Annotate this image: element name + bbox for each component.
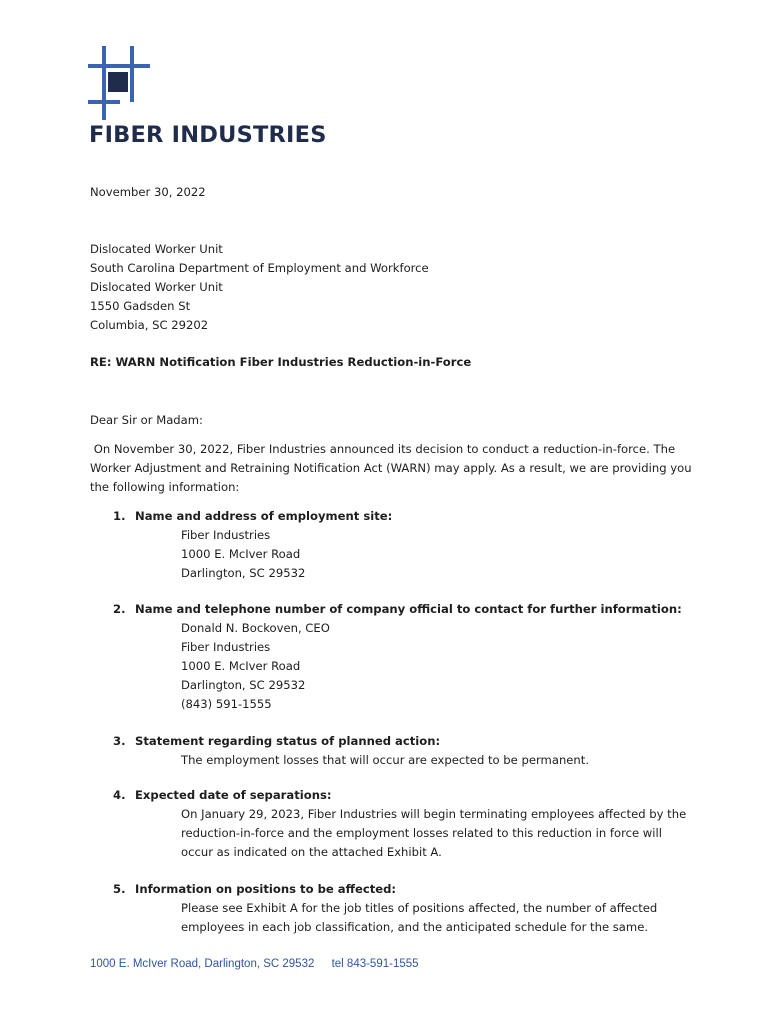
item-number: 1. [113, 509, 126, 523]
intro-line: the following information: [90, 480, 240, 494]
page-footer [90, 958, 419, 970]
footer-phone: tel 843-591-1555 [331, 958, 419, 970]
item-body [181, 526, 305, 583]
item-number: 4. [113, 788, 126, 802]
item-heading: Statement regarding status of planned action: [135, 734, 441, 748]
recipient-line: South Carolina Department of Employment and Workforce [90, 261, 429, 275]
item-line: 1000 E. McIver Road [181, 659, 301, 673]
item-line: Fiber Industries [181, 640, 271, 654]
subject-line: RE: WARN Notification Fiber Industries Reduction-in-Force [90, 355, 472, 369]
recipient-address [90, 240, 429, 335]
intro-paragraph [90, 440, 690, 497]
item-line: (843) 591-1555 [181, 697, 272, 711]
item-number: 5. [113, 882, 126, 896]
item-line: 1000 E. McIver Road [181, 547, 301, 561]
item-body [181, 805, 686, 862]
item-body [181, 899, 657, 937]
item-line: occur as indicated on the attached Exhibit A. [181, 845, 442, 859]
item-line: employees in each job classification, and the anticipated schedule for the same. [181, 920, 649, 934]
item-heading: Expected date of separations: [135, 788, 332, 802]
footer-address: 1000 E. McIver Road, Darlington, SC 29532 [90, 958, 315, 970]
item-body [181, 619, 330, 714]
recipient-line: 1550 Gadsden St [90, 299, 191, 313]
recipient-line: Dislocated Worker Unit [90, 242, 223, 256]
intro-line: Worker Adjustment and Retraining Notification Act (WARN) may apply. As a result, we are providing you [90, 461, 692, 475]
salutation: Dear Sir or Madam: [90, 413, 203, 427]
item-line: Donald N. Bockoven, CEO [181, 621, 330, 635]
item-line: The employment losses that will occur are expected to be permanent. [181, 753, 589, 767]
item-heading: Name and telephone number of company official to contact for further information: [135, 602, 682, 616]
item-line: On January 29, 2023, Fiber Industries will begin terminating employees affected by the [181, 807, 687, 821]
item-line: Fiber Industries [181, 528, 271, 542]
item-number: 2. [113, 602, 126, 616]
recipient-line: Dislocated Worker Unit [90, 280, 223, 294]
recipient-line: Columbia, SC 29202 [90, 318, 209, 332]
item-heading: Name and address of employment site: [135, 509, 393, 523]
letter-date: November 30, 2022 [90, 185, 206, 199]
fiber-industries-logo-icon [88, 46, 150, 120]
item-body [181, 751, 589, 770]
item-number: 3. [113, 734, 126, 748]
item-line: Darlington, SC 29532 [181, 566, 306, 580]
item-line: Please see Exhibit A for the job titles of positions affected, the number of affected [181, 901, 658, 915]
item-line: Darlington, SC 29532 [181, 678, 306, 692]
item-heading: Information on positions to be affected: [135, 882, 397, 896]
brand-name: FIBER INDUSTRIES [89, 122, 327, 148]
intro-line: On November 30, 2022, Fiber Industries announced its decision to conduct a reduction-in-force. The [93, 442, 676, 456]
item-line: reduction-in-force and the employment losses related to this reduction in force will [181, 826, 662, 840]
